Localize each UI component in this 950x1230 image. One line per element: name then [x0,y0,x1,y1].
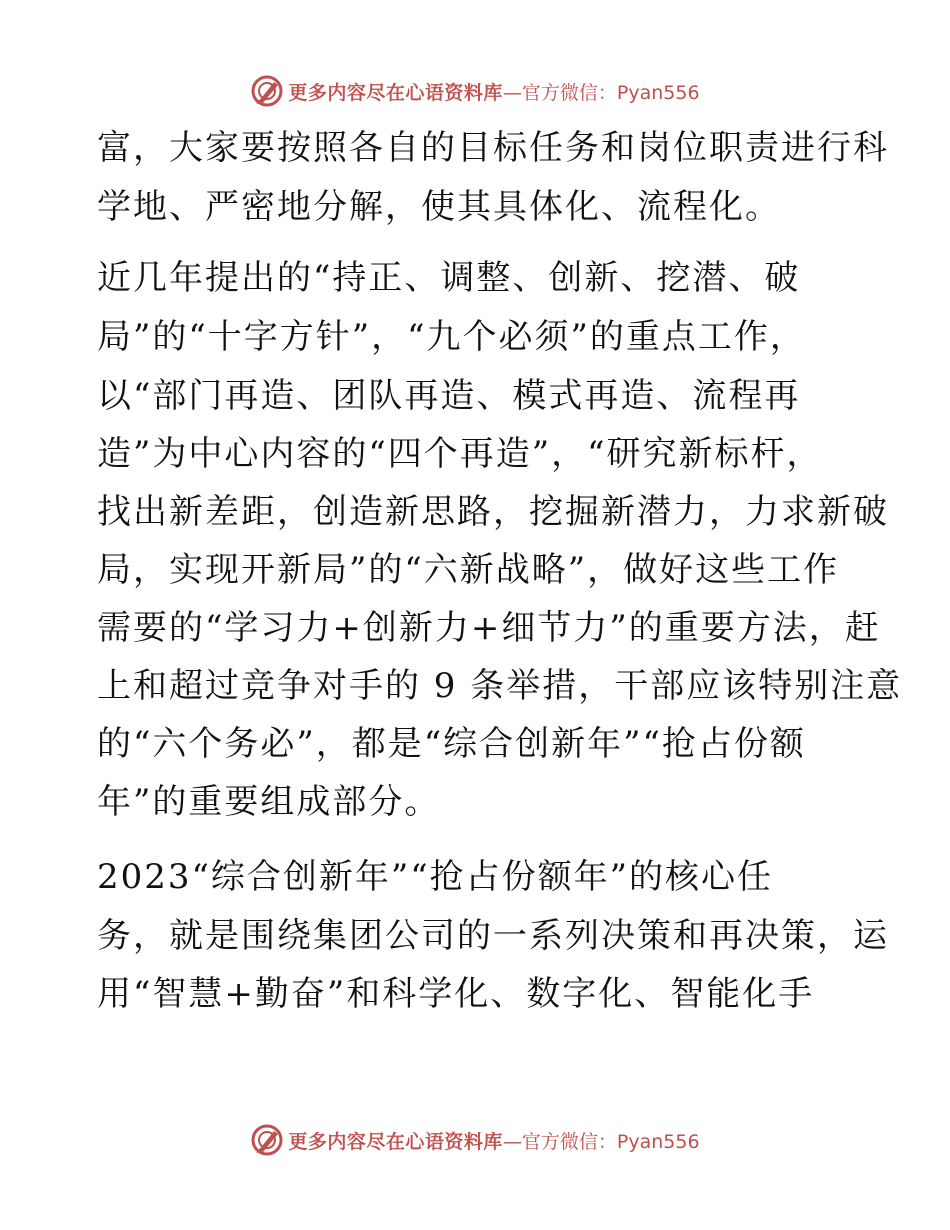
pen-logo-icon [250,1123,284,1157]
watermark-header [0,71,950,111]
text-line: 年”的重要组成部分。 [97,782,441,822]
text-line: 用“智慧+勤奋”和科学化、数字化、智能化手 [97,974,815,1014]
text-line: 需要的“学习力+创新力+细节力”的重要方法，赶 [97,608,881,648]
text-line: 上和超过竞争对手的 9 条举措，干部应该特别注意 [97,666,903,706]
pen-logo-icon [250,74,284,108]
watermark-contact: —官方微信：Pyan556 [502,81,700,104]
text-line: 找出新差距，创造新思路，挖掘新潜力，力求新破 [97,492,889,532]
text-line: 以“部门再造、团队再造、模式再造、流程再 [97,376,801,416]
text-line: 学地、严密地分解，使其具体化、流程化。 [97,187,781,227]
text-line: 2023“综合创新年”“抢占份额年”的核心任 [97,857,774,897]
watermark-contact: —官方微信：Pyan556 [502,1130,700,1153]
text-line: 富，大家要按照各自的目标任务和岗位职责进行科 [97,128,889,168]
text-line: 造”为中心内容的“四个再造”，“研究新标杆， [97,434,823,474]
text-line: 务，就是围绕集团公司的一系列决策和再决策，运 [97,916,889,956]
text-line: 局”的“十字方针”，“九个必须”的重点工作， [97,317,806,357]
text-line: 近几年提出的“持正、调整、创新、挖潜、破 [97,258,801,298]
watermark-text: 更多内容尽在心语资料库 [288,81,503,104]
text-line: 的“六个务必”，都是“综合创新年”“抢占份额 [97,724,806,764]
watermark-footer [0,1120,950,1160]
watermark-text: 更多内容尽在心语资料库 [288,1130,503,1153]
text-line: 局，实现开新局”的“六新战略”，做好这些工作 [97,550,840,590]
